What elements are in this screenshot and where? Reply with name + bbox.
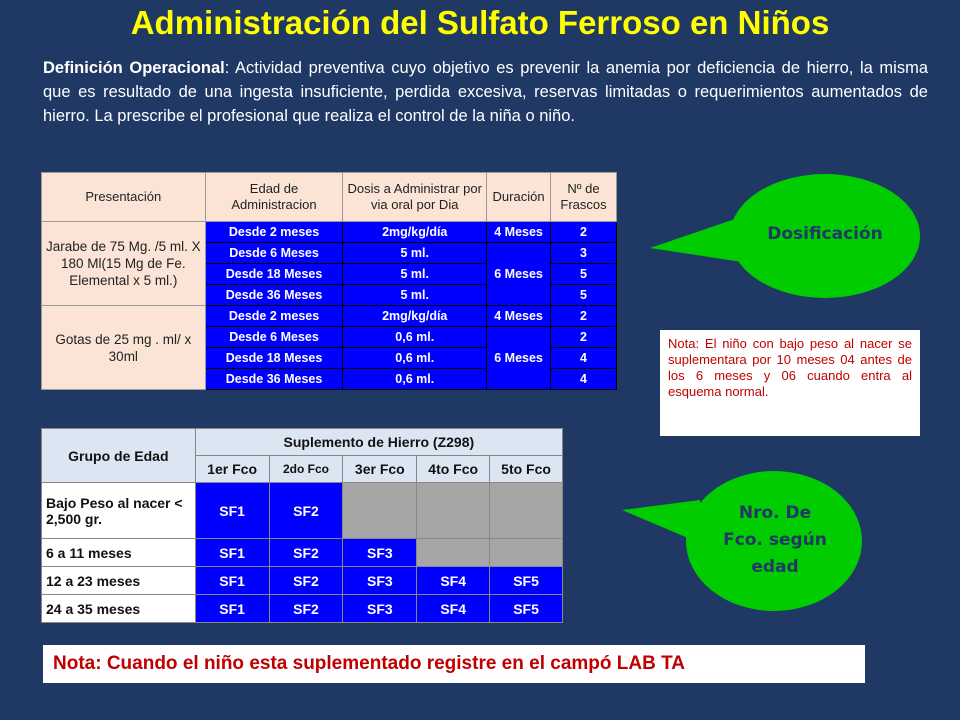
- sf-cell: SF5: [490, 595, 563, 623]
- nro-fco-label: [690, 500, 860, 581]
- cell-frascos: 3: [551, 243, 617, 264]
- note-lab-ta: Nota: Cuando el niño esta suplementado registre en el campó LAB TA: [43, 645, 865, 683]
- cell-dosis: 0,6 ml.: [343, 348, 487, 369]
- group-label: 12 a 23 meses: [42, 567, 196, 595]
- sf-cell: SF3: [343, 539, 417, 567]
- header-suplemento: Suplemento de Hierro (Z298): [195, 429, 562, 456]
- gotas-presentacion: Gotas de 25 mg . ml/ x 30ml: [42, 306, 206, 390]
- jarabe-presentacion: Jarabe de 75 Mg. /5 ml. X 180 Ml(15 Mg de Fe. Elemental x 5 ml.): [42, 222, 206, 306]
- cell-frascos: 4: [551, 348, 617, 369]
- cell-edad: Desde 18 Meses: [205, 348, 343, 369]
- header-presentacion: Presentación: [42, 173, 206, 222]
- sf-cell: SF4: [417, 567, 490, 595]
- cell-dosis: 2mg/kg/día: [343, 306, 487, 327]
- cell-frascos: 5: [551, 285, 617, 306]
- header-col-2: 2do Fco: [269, 456, 343, 483]
- cell-duracion: 4 Meses: [487, 222, 551, 243]
- cell-dosis: 5 ml.: [343, 243, 487, 264]
- definition-text: : Actividad preventiva cuyo objetivo es prevenir la anemia por deficiencia de hierro, la misma que es resultado de una ingesta insuficiente, perdida excesiva, reservas limitadas o requerimientos aumentados de hierro. La prescribe el profesional que realiza el control de la niña o niño.: [43, 59, 928, 125]
- cell-frascos: 5: [551, 264, 617, 285]
- sf-cell: SF2: [269, 483, 343, 539]
- header-col-5: 5to Fco: [490, 456, 563, 483]
- cell-frascos: 4: [551, 369, 617, 390]
- sf-cell: SF2: [269, 595, 343, 623]
- header-col-4: 4to Fco: [417, 456, 490, 483]
- sf-cell: SF2: [269, 539, 343, 567]
- cell-dosis: 0,6 ml.: [343, 327, 487, 348]
- sf-cell: SF2: [269, 567, 343, 595]
- header-duracion: Duración: [487, 173, 551, 222]
- nro-fco-line-1: Nro. De: [738, 503, 812, 523]
- cell-duracion: 4 Meses: [487, 306, 551, 327]
- cell-frascos: 2: [551, 222, 617, 243]
- group-label: Bajo Peso al nacer < 2,500 gr.: [42, 483, 196, 539]
- cell-edad: Desde 6 Meses: [205, 327, 343, 348]
- cell-edad: Desde 2 meses: [205, 222, 343, 243]
- sf-cell: SF1: [195, 595, 269, 623]
- note-bajo-peso: Nota: El niño con bajo peso al nacer se suplementara por 10 meses 04 antes de los 6 meses y 06 cuando entra al esquema normal.: [660, 330, 920, 436]
- cell-dosis: 5 ml.: [343, 264, 487, 285]
- cell-duracion: 6 Meses: [487, 327, 551, 390]
- cell-edad: Desde 36 Meses: [205, 369, 343, 390]
- cell-edad: Desde 6 Meses: [205, 243, 343, 264]
- group-label: 6 a 11 meses: [42, 539, 196, 567]
- sf-cell: SF3: [343, 567, 417, 595]
- cell-dosis: 5 ml.: [343, 285, 487, 306]
- cell-frascos: 2: [551, 327, 617, 348]
- nro-fco-line-2: Fco. según: [723, 530, 827, 550]
- page-title: Administración del Sulfato Ferroso en Niños: [130, 4, 830, 41]
- cell-dosis: 2mg/kg/día: [343, 222, 487, 243]
- cell-edad: Desde 18 Meses: [205, 264, 343, 285]
- cell-frascos: 2: [551, 306, 617, 327]
- cell-duracion: 6 Meses: [487, 243, 551, 306]
- sf-cell: SF4: [417, 595, 490, 623]
- sf-cell: SF5: [490, 567, 563, 595]
- group-label: 24 a 35 meses: [42, 595, 196, 623]
- sf-cell: SF1: [195, 567, 269, 595]
- header-col-3: 3er Fco: [343, 456, 417, 483]
- sf-cell: SF1: [195, 539, 269, 567]
- cell-dosis: 0,6 ml.: [343, 369, 487, 390]
- sf-cell: SF1: [195, 483, 269, 539]
- cell-edad: Desde 2 meses: [205, 306, 343, 327]
- header-dosis: Dosis a Administrar por via oral por Dia: [343, 173, 487, 222]
- header-frascos: Nº de Frascos: [551, 173, 617, 222]
- definition-term: Definición Operacional: [43, 59, 225, 77]
- header-edad: Edad de Administracion: [205, 173, 343, 222]
- header-col-1: 1er Fco: [195, 456, 269, 483]
- cell-edad: Desde 36 Meses: [205, 285, 343, 306]
- sf-cell: SF3: [343, 595, 417, 623]
- header-grupo-edad: Grupo de Edad: [42, 429, 196, 483]
- nro-fco-line-3: edad: [751, 557, 799, 577]
- dosificacion-label: Dosificación: [767, 224, 883, 244]
